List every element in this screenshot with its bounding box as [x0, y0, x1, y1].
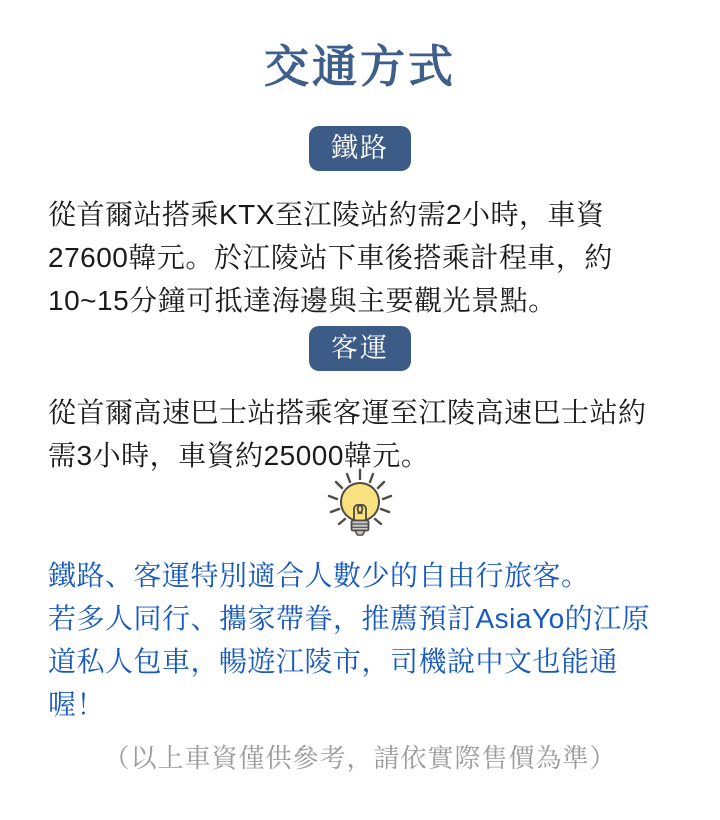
tip-section — [0, 467, 720, 546]
page — [0, 40, 720, 820]
rail-badge: 鐵路 — [309, 126, 411, 171]
tip-line-2: 若多人同行、攜家帶眷，推薦預訂AsiaYo的江原道私人包車，暢遊江陵市，司機說中文也能通喔！ — [48, 603, 651, 720]
section-rail — [0, 126, 720, 171]
footnote: （以上車資僅供參考，請依實際售價為準） — [103, 743, 617, 773]
tip-line-1: 鐵路、客運特別適合人數少的自由行旅客。 — [48, 560, 590, 591]
bus-description: 從首爾高速巴士站搭乘客運至江陵高速巴士站約需3小時，車資約25000韓元。 — [48, 397, 647, 471]
tip-text — [48, 554, 672, 726]
bus-badge: 客運 — [309, 326, 411, 371]
lightbulb-icon — [322, 528, 398, 545]
rail-description: 從首爾站搭乘KTX至江陵站約需2小時，車資27600韓元。於江陵站下車後搭乘計程車，約10~15分鐘可抵達海邊與主要觀光景點。 — [48, 199, 613, 316]
page-title: 交通方式 — [263, 41, 456, 92]
section-bus — [0, 326, 720, 371]
